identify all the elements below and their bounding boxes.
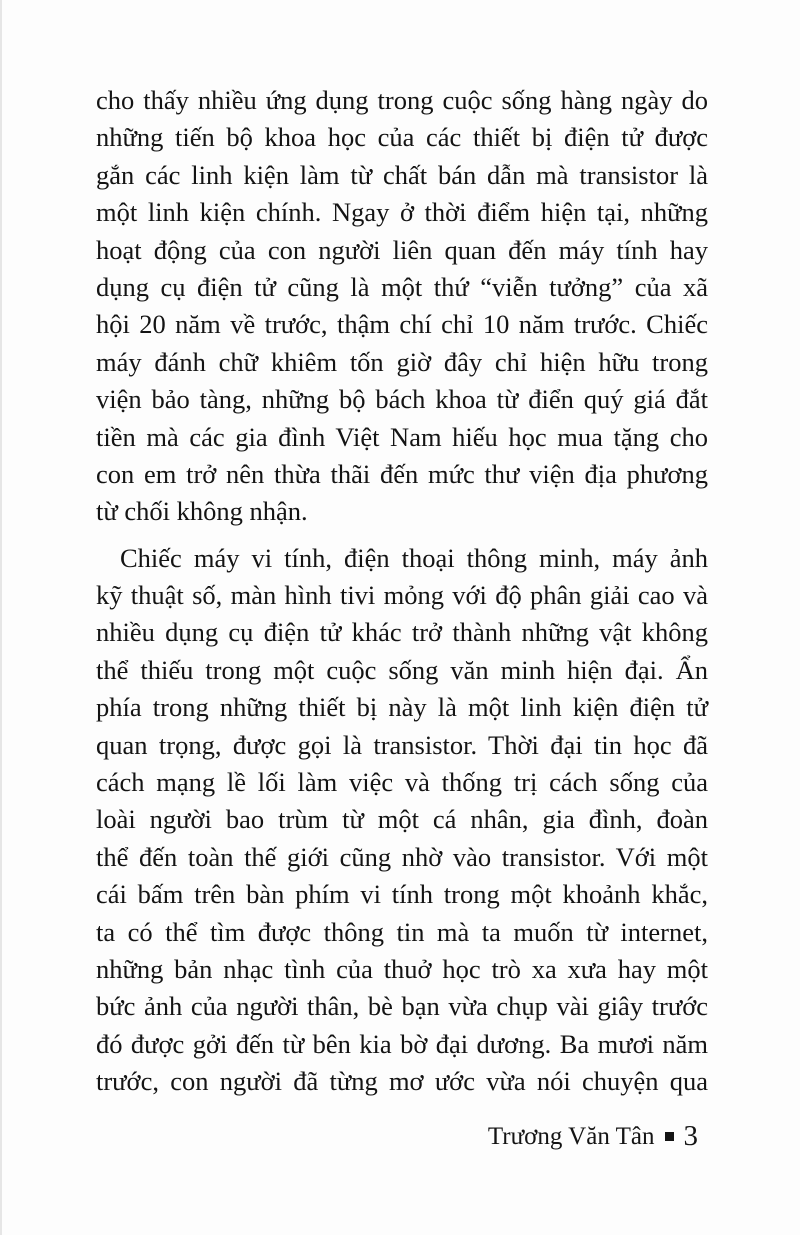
text-line: quan trọng, được gọi là transistor. Thời đại tin học đã [96, 729, 708, 760]
paragraph-2 [96, 540, 708, 1101]
text-line: từ chối không nhận. [96, 496, 308, 527]
text-line: thể thiếu trong một cuộc sống văn minh hiện đại. Ẩn [96, 654, 708, 685]
text-line: viện bảo tàng, những bộ bách khoa từ điển quý giá đắt [96, 384, 708, 415]
page-number: 3 [683, 1120, 698, 1152]
body-text [96, 82, 708, 1101]
text-line: kỹ thuật số, màn hình tivi mỏng với độ phân giải cao và [96, 580, 708, 611]
text-line: dụng cụ điện tử cũng là một thứ “viễn tưởng” của xã [96, 271, 708, 302]
text-line: loài người bao trùm từ một cá nhân, gia đình, đoàn [96, 804, 708, 835]
paragraph-gap [96, 531, 708, 540]
text-line: cho thấy nhiều ứng dụng trong cuộc sống hàng ngày do [96, 85, 708, 115]
text-line: hội 20 năm về trước, thậm chí chỉ 10 năm trước. Chiếc [96, 309, 708, 340]
text-line: nhiều dụng cụ điện tử khác trở thành những vật không [96, 617, 708, 648]
text-line: đó được gởi đến từ bên kia bờ đại dương. Ba mươi năm [96, 1028, 708, 1059]
text-line: phía trong những thiết bị này là một linh kiện điện tử [96, 692, 708, 723]
text-line: hoạt động của con người liên quan đến máy tính hay [96, 234, 708, 265]
text-line: Chiếc máy vi tính, điện thoại thông minh, máy ảnh [120, 542, 708, 573]
text-line: gắn các linh kiện làm từ chất bán dẫn mà transistor là [96, 159, 708, 190]
text-line: những tiến bộ khoa học của các thiết bị điện tử được [96, 122, 708, 153]
text-line: thể đến toàn thế giới cũng nhờ vào transistor. Với một [96, 841, 708, 872]
square-bullet-icon [665, 1132, 674, 1141]
text-line: một linh kiện chính. Ngay ở thời điểm hiện tại, những [96, 197, 708, 228]
text-line: con em trở nên thừa thãi đến mức thư viện địa phương [96, 458, 708, 489]
author-name: Trương Văn Tân [487, 1122, 655, 1150]
text-line: những bản nhạc tình của thuở học trò xa xưa hay một [96, 953, 708, 984]
text-line: tiền mà các gia đình Việt Nam hiếu học mua tặng cho [96, 421, 708, 452]
scan-edge [0, 0, 2, 1235]
paragraph-1 [96, 82, 708, 531]
text-line: ta có thể tìm được thông tin mà ta muốn từ internet, [96, 916, 708, 947]
text-line: máy đánh chữ khiêm tốn giờ đây chỉ hiện hữu trong [96, 346, 708, 377]
page-footer [488, 1120, 698, 1153]
text-line: bức ảnh của người thân, bè bạn vừa chụp vài giây trước [96, 991, 708, 1022]
text-line: trước, con người đã từng mơ ước vừa nói chuyện qua [96, 1066, 708, 1097]
text-line: cái bấm trên bàn phím vi tính trong một khoảnh khắc, [96, 879, 708, 910]
text-line: cách mạng lề lối làm việc và thống trị cách sống của [96, 767, 708, 798]
